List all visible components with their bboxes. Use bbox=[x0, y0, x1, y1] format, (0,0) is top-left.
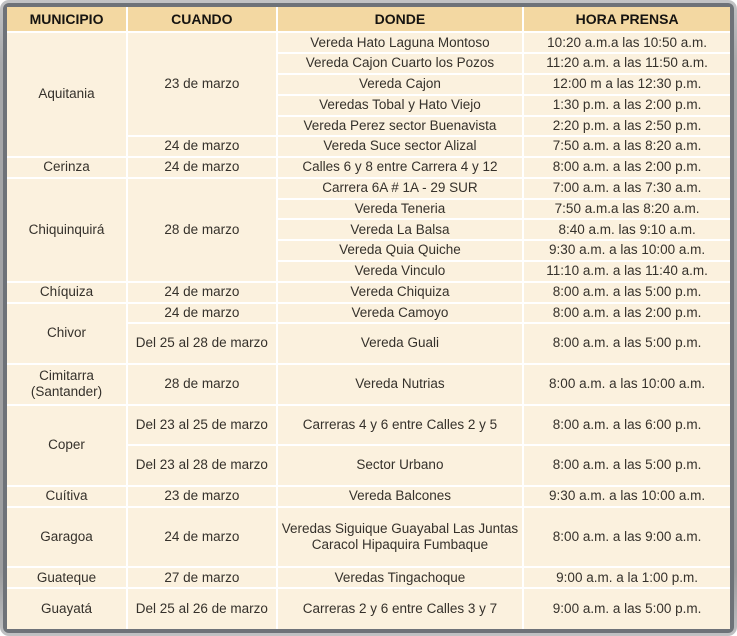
table-row bbox=[7, 303, 730, 324]
cell-donde: Vereda Balcones bbox=[277, 486, 524, 507]
cell-cuando: 28 de marzo bbox=[127, 178, 277, 282]
cell-hora: 11:20 a.m. a las 11:50 a.m. bbox=[523, 53, 730, 74]
cell-municipio: Guateque bbox=[7, 567, 127, 588]
cell-donde: Vereda Quia Quiche bbox=[277, 240, 524, 261]
cell-hora: 9:00 a.m. a la 1:00 p.m. bbox=[523, 567, 730, 588]
cell-municipio: Chivor bbox=[7, 303, 127, 364]
cell-cuando: 24 de marzo bbox=[127, 282, 277, 303]
cell-municipio: Garagoa bbox=[7, 507, 127, 568]
cell-hora: 8:00 a.m. a las 5:00 p.m. bbox=[523, 323, 730, 364]
cell-donde: Vereda Hato Laguna Montoso bbox=[277, 32, 524, 53]
cell-hora: 8:00 a.m. a las 5:00 p.m. bbox=[523, 282, 730, 303]
cell-donde: Vereda Perez sector Buenavista bbox=[277, 116, 524, 137]
cell-municipio: Cuítiva bbox=[7, 486, 127, 507]
cell-cuando: 27 de marzo bbox=[127, 567, 277, 588]
cell-donde: Carreras 4 y 6 entre Calles 2 y 5 bbox=[277, 405, 524, 446]
cell-municipio: Cerinza bbox=[7, 157, 127, 178]
cell-donde: Vereda Chiquiza bbox=[277, 282, 524, 303]
table-row bbox=[7, 567, 730, 588]
table-row bbox=[7, 178, 730, 199]
cell-cuando: 24 de marzo bbox=[127, 303, 277, 324]
cell-hora: 2:20 p.m. a las 2:50 p.m. bbox=[523, 116, 730, 137]
cell-hora: 8:00 a.m. a las 6:00 p.m. bbox=[523, 405, 730, 446]
cell-donde: Carreras 2 y 6 entre Calles 3 y 7 bbox=[277, 588, 524, 629]
cell-cuando: Del 25 al 28 de marzo bbox=[127, 323, 277, 364]
cell-donde: Vereda La Balsa bbox=[277, 219, 524, 240]
cell-hora: 10:20 a.m.a las 10:50 a.m. bbox=[523, 32, 730, 53]
image-frame-inner bbox=[3, 3, 734, 633]
cell-municipio: Coper bbox=[7, 405, 127, 486]
cell-donde: Vereda Cajon Cuarto los Pozos bbox=[277, 53, 524, 74]
table-header-row bbox=[7, 7, 730, 32]
cell-hora: 8:00 a.m. a las 5:00 p.m. bbox=[523, 445, 730, 486]
cell-municipio: Aquitania bbox=[7, 32, 127, 157]
cell-hora: 9:30 a.m. a las 10:00 a.m. bbox=[523, 486, 730, 507]
cell-cuando: 23 de marzo bbox=[127, 32, 277, 136]
cell-cuando: Del 23 al 28 de marzo bbox=[127, 445, 277, 486]
cell-donde: Carrera 6A # 1A - 29 SUR bbox=[277, 178, 524, 199]
cell-cuando: 28 de marzo bbox=[127, 364, 277, 405]
cell-hora: 8:00 a.m. a las 2:00 p.m. bbox=[523, 157, 730, 178]
table-row bbox=[7, 282, 730, 303]
table-row bbox=[7, 588, 730, 629]
cell-hora: 12:00 m a las 12:30 p.m. bbox=[523, 74, 730, 95]
cell-municipio: Guayatá bbox=[7, 588, 127, 629]
table-row bbox=[7, 486, 730, 507]
cell-donde: Vereda Teneria bbox=[277, 199, 524, 220]
cell-donde: Vereda Guali bbox=[277, 323, 524, 364]
table-row bbox=[7, 364, 730, 405]
header-cell-donde: DONDE bbox=[277, 7, 524, 32]
table-row bbox=[7, 32, 730, 53]
cell-donde: Veredas Tingachoque bbox=[277, 567, 524, 588]
cell-cuando: 23 de marzo bbox=[127, 486, 277, 507]
cell-donde: Veredas Tobal y Hato Viejo bbox=[277, 95, 524, 116]
cell-municipio: Chiquinquirá bbox=[7, 178, 127, 282]
header-cell-municipio: MUNICIPIO bbox=[7, 7, 127, 32]
cell-donde: Vereda Camoyo bbox=[277, 303, 524, 324]
cell-cuando: Del 23 al 25 de marzo bbox=[127, 405, 277, 446]
cell-cuando: 24 de marzo bbox=[127, 157, 277, 178]
cell-hora: 8:00 a.m. a las 9:00 a.m. bbox=[523, 507, 730, 568]
cell-hora: 7:00 a.m. a las 7:30 a.m. bbox=[523, 178, 730, 199]
cell-cuando: Del 25 al 26 de marzo bbox=[127, 588, 277, 629]
cell-donde: Calles 6 y 8 entre Carrera 4 y 12 bbox=[277, 157, 524, 178]
press-schedule-table bbox=[7, 7, 730, 629]
cell-hora: 1:30 p.m. a las 2:00 p.m. bbox=[523, 95, 730, 116]
cell-donde: Vereda Suce sector Alizal bbox=[277, 136, 524, 157]
cell-donde: Veredas Siguique Guayabal Las Juntas Caracol Hipaquira Fumbaque bbox=[277, 507, 524, 568]
cell-hora: 8:00 a.m. a las 2:00 p.m. bbox=[523, 303, 730, 324]
cell-hora: 8:40 a.m. las 9:10 a.m. bbox=[523, 219, 730, 240]
cell-hora: 9:00 a.m. a las 5:00 p.m. bbox=[523, 588, 730, 629]
cell-hora: 8:00 a.m. a las 10:00 a.m. bbox=[523, 364, 730, 405]
cell-cuando: 24 de marzo bbox=[127, 136, 277, 157]
cell-donde: Vereda Cajon bbox=[277, 74, 524, 95]
header-cell-hora-prensa: HORA PRENSA bbox=[523, 7, 730, 32]
cell-municipio: Chíquiza bbox=[7, 282, 127, 303]
cell-hora: 7:50 a.m. a las 8:20 a.m. bbox=[523, 136, 730, 157]
header-cell-cuando: CUANDO bbox=[127, 7, 277, 32]
cell-donde: Vereda Nutrias bbox=[277, 364, 524, 405]
table-row bbox=[7, 157, 730, 178]
cell-donde: Sector Urbano bbox=[277, 445, 524, 486]
cell-cuando: 24 de marzo bbox=[127, 507, 277, 568]
cell-donde: Vereda Vinculo bbox=[277, 261, 524, 282]
cell-hora: 11:10 a.m. a las 11:40 a.m. bbox=[523, 261, 730, 282]
cell-hora: 7:50 a.m.a las 8:20 a.m. bbox=[523, 199, 730, 220]
cell-municipio: Cimitarra (Santander) bbox=[7, 364, 127, 405]
table-row bbox=[7, 507, 730, 568]
cell-hora: 9:30 a.m. a las 10:00 a.m. bbox=[523, 240, 730, 261]
table-row bbox=[7, 405, 730, 446]
